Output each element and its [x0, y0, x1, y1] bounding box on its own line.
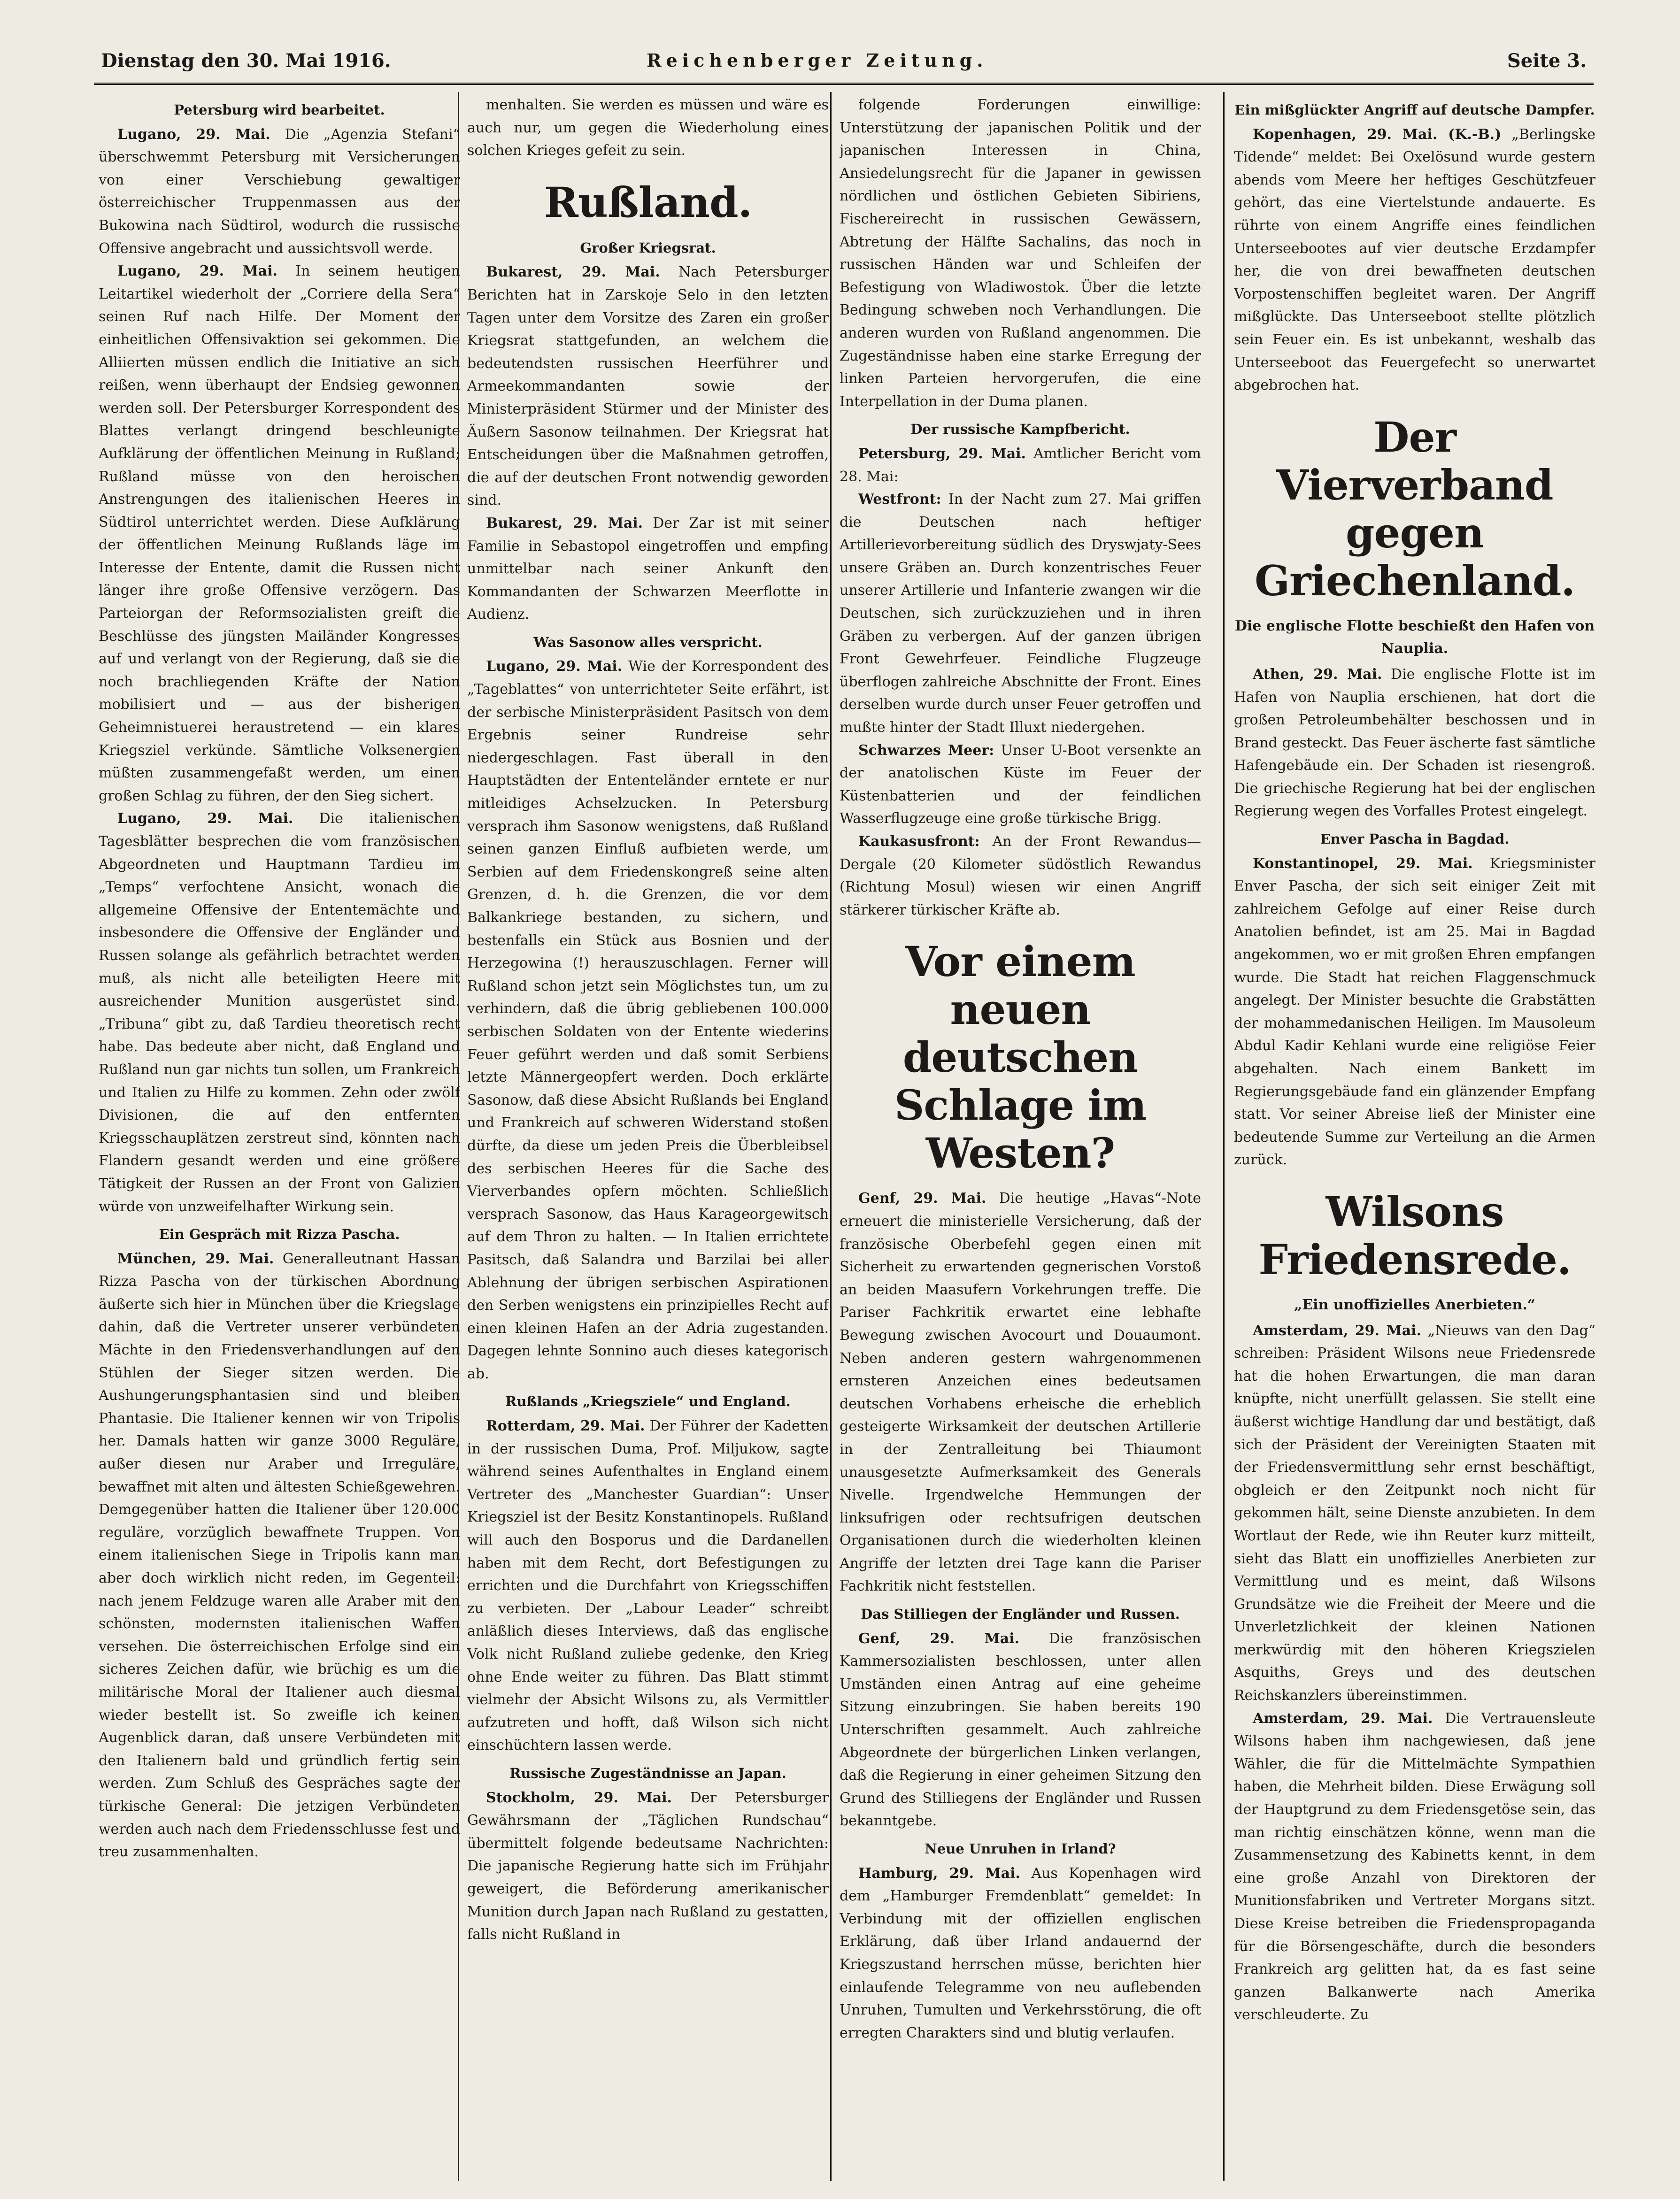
article-paragraph [840, 94, 1201, 413]
article-paragraph [1234, 1707, 1595, 2027]
dateline: Westfront: [858, 491, 941, 508]
article-paragraph [1234, 123, 1595, 397]
dateline: Konstantinopel, 29. Mai. [1253, 855, 1473, 872]
paragraph-text: „Berlingske Tidende“ meldet: Bei Oxelösund wurde gestern abends vom Meere her heftiges Geschützfeuer gehört, das eine Viertelstunde andauerte. Es rührte von einem Angriffe eines feindlichen Unterseebootes auf vier deutsche Erzdampfer her, die von drei bewaffneten deutschen Vorpostenschiffen begleitet waren. Der Angriff mißglückte. Das Unterseeboot stellte plötzlich sein Feuer ein. Es ist unbekannt, weshalb das Unterseeboot das Feuergefecht so unerwartet abgebrochen hat. [1234, 126, 1595, 394]
page-number: Seite 3. [1507, 50, 1587, 72]
section-headline: Der Vierverband gegen Griechenland. [1254, 412, 1575, 605]
dateline: Amsterdam, 29. Mai. [1253, 1710, 1433, 1727]
paragraph-text: Aus Kopenhagen wird dem „Hamburger Fremdenblatt“ gemeldet: In Verbindung mit der offiziellen englischen Erklärung, daß über Irland andauernd der Kriegszustand herrschen müsse, berichten hier einlaufende Telegramme von neu auflebenden Unruhen, Tumulten und Verkehrsstörung, die oft erregten Charakters sind und blutig verlaufen. [840, 1865, 1201, 2041]
article-paragraph [840, 1187, 1201, 1598]
dateline: Lugano, 29. Mai. [486, 658, 623, 675]
dateline: Bukarest, 29. Mai. [486, 515, 643, 531]
dateline: Rotterdam, 29. Mai. [486, 1418, 645, 1435]
article-subheading: Neue Unruhen in Irland? [925, 1841, 1116, 1857]
article-paragraph [840, 1862, 1201, 2045]
paragraph-text: Die französischen Kammersozialisten beschlossen, unter allen Umständen einen Antrag auf eine geheime Sitzung einzubringen. Sie haben bereits 190 Unterschriften gesammelt. Auch zahlreiche Abgeordnete der bürgerlichen Linken verlangen, daß die Regierung in einer geheimen Sitzung den Grund des Stilliegens der Engländer und Russen bekanntgebe. [840, 1630, 1201, 1830]
article-subheading: Petersburg wird bearbeitet. [174, 102, 385, 118]
article-paragraph [99, 1248, 460, 1864]
paragraph-text: In seinem heutigen Leitartikel wiederholt der „Corriere della Sera“ seinen Ruf nach Hilfe. Der Moment der einheitlichen Offensivaktion sei gekommen. Die Alliierten müssen endlich die Initiative an sich reißen, wenn überhaupt der Endsieg gewonnen werden soll. Der Petersburger Korrespondent des Blattes verlangt dringend beschleunigte Aufklärung der öffentlichen Meinung in Rußland; Rußland müsse von den heroischen Anstrengungen des italienischen Heeres in Südtirol unterrichtet werden. Diese Aufklärung der öffentlichen Meinung Rußlands läge im Interesse der Entente, damit die Russen nicht länger ihre große Offensive verzögern. Das Parteiorgan der Reformsozialisten greift die Beschlüsse des jüngsten Mailänder Kongresses auf und verlangt von der Regierung, daß sie die noch brachliegenden Kräfte der Nation mobilisiert und — aus der bisherigen Geheimnistuerei heraustretend — ein klares Kriegsziel verkünde. Sämtliche Volksenergien müßten zusammengefaßt werden, um einen großen Schlag zu führen, der den Sieg sichert. [99, 263, 460, 804]
dateline: Genf, 29. Mai. [858, 1190, 986, 1207]
page-header [101, 45, 1587, 85]
paragraph-text: Der Zar ist mit seiner Familie in Sebastopol eingetroffen und empfing unmittelbar nach seiner Ankunft den Kommandanten der Schwarzen Meerflotte in Audienz. [467, 515, 829, 623]
article-paragraph [467, 1787, 829, 1946]
dateline: Athen, 29. Mai. [1253, 666, 1382, 683]
dateline: Schwarzes Meer: [858, 742, 994, 759]
paragraph-text: Amtlicher Bericht vom 28. Mai: [840, 445, 1201, 485]
dateline: Amsterdam, 29. Mai. [1253, 1322, 1422, 1339]
dateline: Genf, 29. Mai. [858, 1630, 1020, 1647]
paragraph-text: Die heutige „Havas“-Note erneuert die ministerielle Versicherung, daß der französische Oberbefehl gegen einen mit Sicherheit zu erwartenden gegnerischen Vorstoß an beiden Maasufern Vorkehrungen treffe. Die Pariser Fachkritik erwartet eine lebhafte Bewegung zwischen Avocourt und Douaumont. Neben anderen gestern wahrgenommenen ernsteren Anzeichen eines bedeutsamen deutschen Vorhabens erheische die erheblich gesteigerte Wirksamkeit der deutschen Artillerie in der Zentralleitung bei Thiaumont unausgesetzte Aufmerksamkeit des Generals Nivelle. Irgendwelche Hemmungen der linksufrigen oder rechtsufrigen deutschen Organisationen durch die wiederholten kleinen Angriffe der letzten drei Tage kann die Pariser Fachkritik nicht feststellen. [840, 1190, 1201, 1595]
column-4 [1234, 94, 1595, 2178]
paragraph-text: Unser U-Boot versenkte an der anatolischen Küste im Feuer der Küstenbatterien und der feindlichen Wasserflugzeuge eine große türkische Brigg. [840, 742, 1201, 827]
article-paragraph [1234, 1320, 1595, 1707]
article-subheading: Enver Pascha in Bagdad. [1320, 831, 1510, 847]
paragraph-text: Die Vertrauensleute Wilsons haben ihm nachgewiesen, daß jene Wähler, die für die Mittelmächte Sympathien haben, die Mehrheit bilden. Diese Erwägung soll der Hauptgrund zu dem Friedensgetöse sein, das man richtig einschätzen könne, wenn man die Zusammensetzung des Kabinetts kennt, in dem eine große Anzahl von Direktoren der Munitionsfabriken und Vertreter Morgans sitzt. Diese Kreise betreiben die Friedenspropaganda für die Börsengeschäfte, durch die besonders Frankreich arg gelitten hat, da es fast seine ganzen Balkanwerte nach Amerika verschleuderte. Zu [1234, 1710, 1595, 2023]
dateline: Lugano, 29. Mai. [117, 263, 277, 280]
paragraph-text: menhalten. Sie werden es müssen und wäre es auch nur, um gegen die Wiederholung eines solchen Krieges gefeit zu sein. [467, 97, 829, 159]
paragraph-text: Wie der Korrespondent des „Tageblattes“ von unterrichteter Seite erfährt, ist der serbische Ministerpräsident Pasitsch von dem Ergebnis seiner Rundreise sehr niedergeschlagen. Fast überall in den Hauptstädten der Ententeländer erntete er nur mitleidiges Achselzucken. In Petersburg versprach ihm Sasonow wenigstens, daß Rußland seinen ganzen Einfluß aufbieten werde, um Serbien auf dem Friedenskongreß seine alten Grenzen, d. h. die Grenzen, die vor dem Balkankriege bestanden, zu sichern, und bestenfalls ein Stück aus Bosnien und der Herzegowina (!) herauszuschlagen. Ferner will Rußland schon jetzt sein Möglichstes tun, um zu verhindern, daß die übrig gebliebenen 100.000 serbischen Soldaten von der Entente wiederins Feuer geführt werden und daß somit Serbiens letzte Männergeopfert werden. Doch erklärte Sasonow, daß diese Absicht Rußlands bei England und Frankreich auf schweren Widerstand stoßen dürfte, da diese um jeden Preis die Überbleibsel des serbischen Heeres für die Sache des Vierverbandes opfern möchten. Schließlich versprach Sasonow, das Haus Karageorgewitsch auf dem Thron zu halten. — In Italien errichtete Pasitsch, daß Salandra und Barzilai bei aller Ablehnung der übrigen serbischen Aspirationen den Serben wenigstens ein prinzipielles Recht auf einen kleinen Hafen an der Adria zugestanden. Dagegen lehnte Sonnino auch dieses kategorisch ab. [467, 658, 829, 1382]
article-subheading: Russische Zugeständnisse an Japan. [509, 1765, 786, 1781]
header-date: Dienstag den 30. Mai 1916. [101, 50, 391, 72]
article-subheading: Ein mißglückter Angriff auf deutsche Dampfer. [1234, 102, 1595, 118]
article-paragraph [840, 739, 1201, 830]
article-subheading: Rußlands „Kriegsziele“ und England. [505, 1393, 791, 1410]
header-rule [94, 83, 1594, 85]
section-headline: Wilsons Friedensrede. [1258, 1187, 1571, 1284]
column-divider [830, 92, 832, 2181]
article-paragraph [467, 94, 829, 162]
article-paragraph [467, 261, 829, 512]
column-1 [99, 94, 460, 2178]
paragraph-text: Generalleutnant Hassan Rizza Pascha von der türkischen Abordnung äußerte sich hier in München über die Kriegslage dahin, daß die Vertreter unserer verbündeten Mächte in den Friedensverhandlungen auf den Stühlen der Sieger sitzen werden. Die Aushungerungsphantasien sind und bleiben Phantasie. Die Italiener kennen wir von Tripolis her. Damals hatten wir ganze 3000 Reguläre, außer diesen nur Araber und Irreguläre, bewaffnet mit alten und ältesten Schießgewehren. Demgegenüber hatten die Italiener über 120.000 reguläre, vorzüglich bewaffnete Truppen. Von einem italienischen Siege in Tripolis kann man aber doch wirklich nicht reden, im Gegenteil: nach jenem Feldzuge waren alle Araber mit den schönsten, modernsten italienischen Waffen versehen. Die österreichischen Erfolge sind ein sicheres Zeichen dafür, wie brüchig es um die militärische Moral der Italiener auch diesmal wieder bestellt ist. So zweifle ich keinen Augenblick daran, daß unsere Verbündeten mit den Italienern bald und gründlich fertig sein werden. Zum Schluß des Gespräches sagte der türkische General: Die jetzigen Verbündeten werden auch nach dem Friedensschlusse fest und treu zusammenhalten. [99, 1250, 460, 1861]
headline-deck: Die englische Flotte beschießt den Hafen von Nauplia. [1234, 617, 1595, 657]
article-paragraph [467, 1415, 829, 1757]
article-paragraph [1234, 663, 1595, 823]
section-headline: Vor einem neuen deutschen Schlage im Westen? [894, 937, 1147, 1178]
article-paragraph [840, 1628, 1201, 1833]
article-paragraph [1234, 853, 1595, 1172]
masthead-title: Reichenberger Zeitung. [647, 50, 988, 71]
paragraph-text: Nach Petersburger Berichten hat in Zarskoje Selo in den letzten Tagen unter dem Vorsitze des Zaren ein großer Kriegsrat stattgefunden, an welchem die bedeutendsten russischen Heerführer und Armeekommandanten sowie der Ministerpräsident Stürmer und der Minister des Äußern Sasonow teilnahmen. Der Kriegsrat hat Entscheidungen über die Maßnahmen getroffen, die auf der deutschen Front notwendig geworden sind. [467, 264, 829, 509]
article-paragraph [840, 443, 1201, 488]
article-subheading: Was Sasonow alles verspricht. [533, 634, 763, 650]
article-paragraph [467, 512, 829, 626]
dateline: Lugano, 29. Mai. [117, 810, 293, 827]
dateline: Stockholm, 29. Mai. [486, 1789, 672, 1806]
section-headline: Rußland. [544, 177, 752, 227]
paragraph-text: Kriegsminister Enver Pascha, der sich seit einiger Zeit mit zahlreichem Gefolge auf einer Reise durch Anatolien befindet, ist am 25. Mai in Bagdad angekommen, wo er mit großen Ehren empfangen wurde. Die Stadt hat reichen Flaggenschmuck angelegt. Der Minister besuchte die Grabstätten der mohammedanischen Heiligen. Im Mausoleum Abdul Kadir Kehlani wurde eine religiöse Feier abgehalten. Nach einem Bankett im Regierungsgebäude fand ein glänzender Empfang statt. Vor seiner Abreise ließ der Minister eine bedeutende Summe zur Verteilung an die Armen zurück. [1234, 855, 1595, 1169]
dateline: München, 29. Mai. [117, 1250, 274, 1267]
article-paragraph [99, 260, 460, 807]
paragraph-text: Der Führer der Kadetten in der russischen Duma, Prof. Miljukow, sagte während seines Aufenthaltes in England einem Vertreter des „Manchester Guardian“: Unser Kriegsziel ist der Besitz Konstantinopels. Rußland will auch den Bosporus und die Dardanellen haben mit dem Recht, dort Befestigungen zu errichten und die Durchfahrt von Kriegsschiffen zu verbieten. Der „Labour Leader“ schreibt anläßlich dieses Interviews, daß das englische Volk nicht Rußland zuliebe gedenke, den Krieg ohne Ende weiter zu führen. Das Blatt stimmt vielmehr der Absicht Wilsons zu, als Vermittler aufzutreten und hofft, daß Wilson sich nicht einschüchtern lassen werde. [467, 1418, 829, 1754]
dateline: Kaukasusfront: [858, 833, 980, 850]
paragraph-text: Der Petersburger Gewährsmann der „Täglichen Rundschau“ übermittelt folgende bedeutsame Nachrichten: Die japanische Regierung hatte sich im Frühjahr geweigert, die Beförderung amerikanischer Munition durch Japan nach Rußland zu gestatten, falls nicht Rußland in [467, 1789, 829, 1943]
dateline: Kopenhagen, 29. Mai. (K.-B.) [1253, 126, 1502, 143]
article-subheading: Der russische Kampfbericht. [910, 421, 1130, 438]
paragraph-text: Die englische Flotte ist im Hafen von Nauplia erschienen, hat dort die großen Petroleumbehälter beschossen und in Brand gesteckt. Das Feuer äscherte fast sämtliche Hafengebäude ein. Der Schaden ist riesengroß. Die griechische Regierung hat bei der englischen Regierung wegen des Vorfalles Protest eingelegt. [1234, 666, 1595, 820]
dateline: Hamburg, 29. Mai. [858, 1865, 1020, 1882]
paragraph-text: Die italienischen Tagesblätter besprechen die vom französischen Abgeordneten und Hauptmann Tardieu im „Temps“ verfochtene Ansicht, wonach die allgemeine Offensive der Ententemächte und insbesondere die Offensive der Engländer und Russen solange als gefährlich betrachtet werden muß, als nicht alle beteiligten Heere mit ausreichender Munition ausgerüstet sind. „Tribuna“ gibt zu, daß Tardieu theoretisch recht habe. Das bedeute aber nicht, daß England und Rußland nun gar nichts tun sollen, um Frankreich und Italien zu Hilfe zu kommen. Zehn oder zwölf Divisionen, die auf den entfernten Kriegsschauplätzen zerstreut sind, könnten nach Flandern gesandt werden und eine größere Tätigkeit der Russen an der Front von Galizien würde von unzweifelhafter Wirkung sein. [99, 810, 460, 1215]
column-divider [1223, 92, 1225, 2181]
paragraph-text: „Nieuws van den Dag“ schreiben: Präsident Wilsons neue Friedensrede hat die hohen Erwartungen, die man daran knüpfte, nicht unerfüllt gelassen. Sie stellt eine äußerst wichtige Handlung dar und bestätigt, daß sich der Präsident der Vereinigten Staaten mit der Friedensvermittlung sehr ernst beschäftigt, obgleich er den Zeitpunkt noch nicht für gekommen hält, seine Dienste anzubieten. In dem Wortlaut der Rede, wie ihn Reuter kurz mitteilt, sieht das Blatt ein unoffizielles Anerbieten zur Vermittlung und es meint, daß Wilsons Grundsätze wie die Freiheit der Meere und die Unverletzlichkeit der kleinen Nationen merkwürdig mit den höheren Kriegszielen Asquiths, Greys und des deutschen Reichskanzlers übereinstimmen. [1234, 1322, 1595, 1704]
column-3 [840, 94, 1201, 2178]
dateline: Petersburg, 29. Mai. [858, 445, 1026, 462]
article-paragraph [99, 123, 460, 261]
headline-deck: „Ein unoffizielles Anerbieten.“ [1294, 1296, 1536, 1313]
article-paragraph [99, 807, 460, 1218]
paragraph-text: Die „Agenzia Stefani“ überschwemmt Petersburg mit Versicherungen von einer Verschiebung gewaltiger österreichischer Truppenmassen aus der Bukowina nach Südtirol, wodurch die russische Offensive angebracht und aussichtsvoll werde. [99, 126, 460, 257]
paragraph-text: An der Front Rewandus—Dergale (20 Kilometer südöstlich Rewandus (Richtung Mosul) wiesen wir einen Angriff stärkerer türkischer Kräfte ab. [840, 833, 1201, 918]
article-subheading: Ein Gespräch mit Rizza Pascha. [159, 1226, 400, 1243]
paragraph-text: folgende Forderungen einwillige: Unterstützung der japanischen Politik und der japanischen Interessen in China, Ansiedelungsrecht für die Japaner in gewissen nördlichen und östlichen Gebieten Sibiriens, Fischereirecht in russischen Gewässern, Abtretung der Hälfte Sachalins, das noch in russischen Händen war und Schleifen der Befestigung von Wladiwostok. Über die letzte Bedingung schweben noch Verhandlungen. Die anderen wurden von Rußland angenommen. Die Zugeständnisse haben eine starke Erregung der linken Parteien hervorgerufen, die eine Interpellation in der Duma planen. [840, 97, 1201, 410]
article-subheading: Großer Kriegsrat. [580, 239, 716, 256]
column-2 [467, 94, 829, 2178]
paragraph-text: In der Nacht zum 27. Mai griffen die Deutschen nach heftiger Artillerievorbereitung südlich des Dryswjaty-Sees unsere Gräben an. Durch konzentrisches Feuer unserer Artillerie und Infanterie zwangen wir die Deutschen, sich zurückzuziehen und in ihren Gräben zu verbergen. Auf der ganzen übrigen Front Gewehrfeuer. Feindliche Flugzeuge überflogen zahlreiche Abschnitte der Front. Eines derselben wurde durch unser Feuer getroffen und mußte hinter der Stadt Illuxt niedergehen. [840, 491, 1201, 736]
article-paragraph [467, 655, 829, 1385]
article-paragraph [840, 488, 1201, 739]
article-paragraph [840, 830, 1201, 922]
article-subheading: Das Stilliegen der Engländer und Russen. [861, 1606, 1180, 1622]
dateline: Bukarest, 29. Mai. [486, 264, 660, 281]
dateline: Lugano, 29. Mai. [117, 126, 270, 143]
